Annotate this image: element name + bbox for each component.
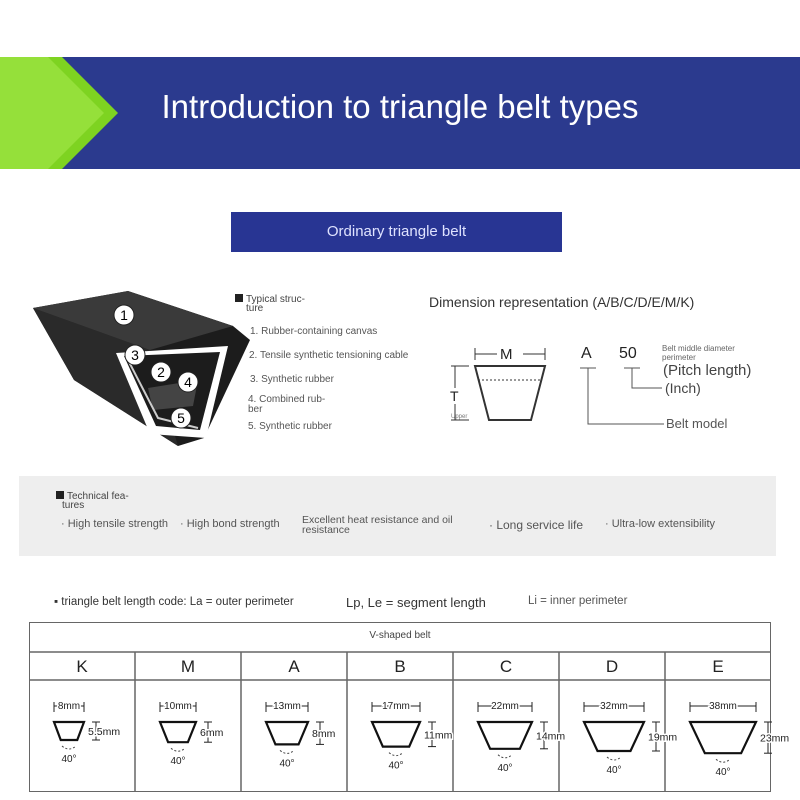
top-width-label: 38mm: [709, 701, 737, 712]
callout-5: 5: [177, 410, 185, 426]
belt-model-label: Belt model: [666, 416, 728, 431]
height-label: 14mm: [536, 730, 566, 743]
section-label: Ordinary triangle belt: [231, 212, 562, 252]
model-code-number: 50: [619, 345, 637, 362]
length-code-outer: ▪ triangle belt length code: La = outer perimeter: [54, 596, 294, 608]
belt-size-cells: [29, 622, 790, 792]
symbol-t: T: [450, 388, 459, 404]
belt-profile-c: [478, 722, 532, 749]
structure-item: 4. Combined rub-: [248, 394, 326, 405]
angle-arc: [716, 759, 730, 762]
callout-2: 2: [157, 364, 165, 380]
structure-heading: Typical struc- ture: [235, 294, 305, 313]
feature-item: · Ultra-low extensibility: [605, 518, 716, 530]
size-header-k: K: [76, 657, 88, 676]
height-label: 8mm: [312, 728, 336, 741]
belt-profile-d: [584, 722, 644, 751]
top-width-label: 17mm: [382, 701, 410, 712]
angle-arc: [607, 757, 621, 760]
height-label: 23mm: [760, 732, 790, 745]
angle-arc: [171, 748, 185, 751]
top-width-label: 22mm: [491, 701, 519, 712]
belt-profile-a: [266, 722, 308, 744]
size-header-e: E: [712, 657, 724, 676]
upper-label: Upper: [451, 414, 468, 420]
page-title: Introduction to triangle belt types: [161, 88, 639, 125]
height-label: 11mm: [424, 729, 453, 742]
structure-item: 3. Synthetic rubber: [250, 374, 334, 385]
top-width-label: 32mm: [600, 701, 628, 712]
dimension-heading: Dimension representation (A/B/C/D/E/M/K): [429, 294, 695, 310]
height-label: 19mm: [648, 731, 678, 744]
angle-arc: [389, 753, 403, 756]
belt-profile-k: [54, 722, 84, 740]
size-header-a: A: [288, 657, 300, 676]
pitch-length-label: (Pitch length): [663, 362, 752, 379]
angle-label: 40°: [715, 767, 731, 779]
feature-item: resistance: [302, 524, 350, 536]
structure-item: 2. Tensile synthetic tensioning cable: [249, 350, 409, 361]
top-width-label: 8mm: [57, 701, 81, 712]
size-header-d: D: [605, 657, 619, 676]
belt-profile-b: [372, 722, 420, 747]
height-label: 5.5mm: [88, 726, 121, 738]
length-code-inner: Li = inner perimeter: [528, 595, 628, 607]
angle-label: 40°: [606, 765, 622, 776]
features-heading: Technical fea- tures: [56, 491, 129, 510]
callout-4: 4: [184, 374, 192, 390]
bullet-square-icon: [235, 294, 243, 302]
symbol-m: M: [500, 346, 513, 363]
model-code-letter: A: [581, 345, 592, 362]
top-width-label: 10mm: [164, 701, 192, 712]
size-header-c: C: [499, 657, 513, 676]
belt-cross-section-illustration: [28, 288, 240, 448]
angle-label: 40°: [61, 754, 77, 765]
angle-label: 40°: [388, 760, 404, 772]
callout-3: 3: [131, 347, 139, 363]
diameter-label: Belt middle diameter perimeter: [662, 344, 735, 362]
feature-item: · Long service life: [489, 518, 584, 532]
angle-arc: [498, 755, 512, 758]
size-header-m: M: [180, 657, 196, 676]
belt-profile-m: [160, 722, 196, 742]
angle-label: 40°: [170, 756, 186, 768]
feature-item: · High tensile strength: [61, 518, 168, 530]
height-label: 6mm: [200, 727, 224, 740]
feature-item: Excellent heat resistance and oil: [302, 514, 453, 526]
size-header-b: B: [394, 657, 406, 676]
angle-label: 40°: [497, 762, 513, 774]
inch-label: (Inch): [665, 380, 701, 396]
feature-item: · High bond strength: [180, 518, 280, 530]
bullet-square-icon: [56, 491, 64, 499]
angle-label: 40°: [279, 758, 295, 770]
angle-arc: [62, 746, 76, 749]
angle-arc: [280, 750, 294, 753]
structure-item: 5. Synthetic rubber: [248, 421, 332, 432]
structure-item: 1. Rubber-containing canvas: [250, 326, 378, 337]
length-code-segment: Lp, Le = segment length: [346, 595, 486, 610]
table-title: V-shaped belt: [369, 630, 431, 641]
structure-item: ber: [248, 404, 263, 415]
belt-profile-e: [690, 722, 756, 753]
top-width-label: 13mm: [273, 701, 301, 712]
callout-1: 1: [120, 307, 128, 323]
